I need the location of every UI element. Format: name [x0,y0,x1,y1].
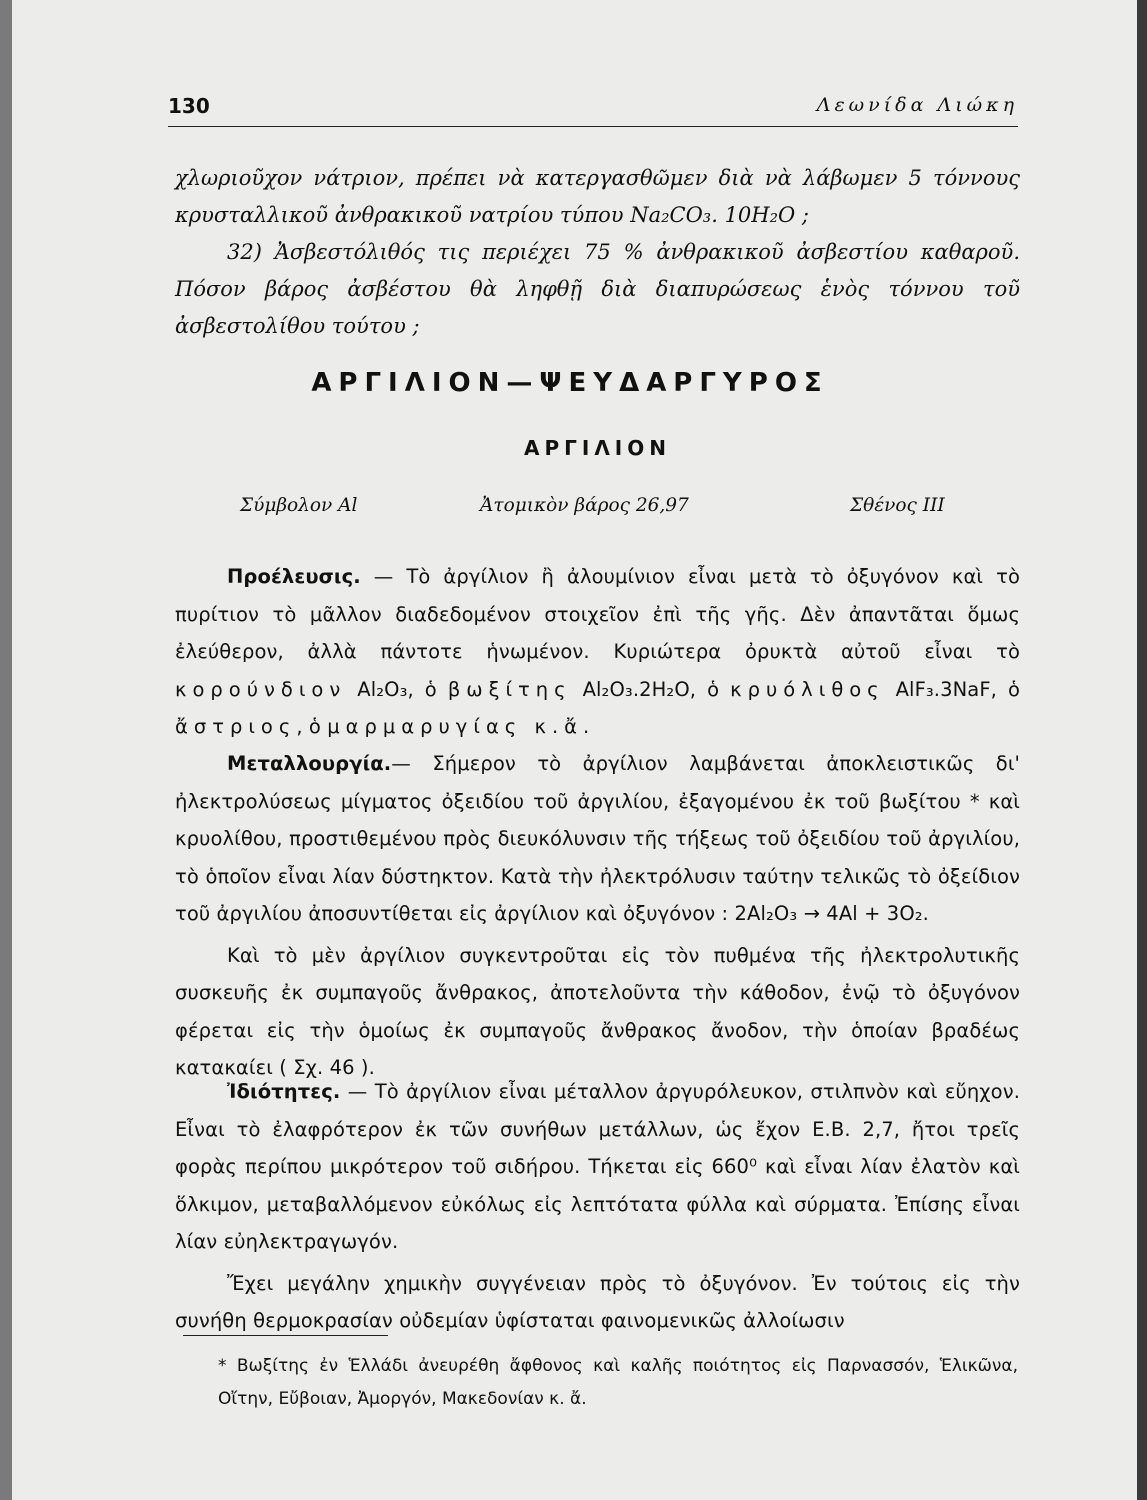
corundum-formula: Al₂O₃, ὁ [346,677,448,701]
properties-section [175,1073,1020,1340]
mineral-separator: , ὁ [296,715,328,738]
mineral-astrios: ἄστριος [175,715,297,738]
exercise-continuation: χλωριοῦχον νάτριον, πρέπει νὰ κατεργασθῶμεν διὰ νὰ λάβωμεν 5 τόννους κρυσταλλικοῦ ἀνθρακικοῦ νατρίου τύπου Na₂CO₃. 10H₂O ; [175,166,1020,227]
page-edge-shadow [1137,0,1147,1500]
footnote-text: * Βωξίτης ἐν Ἑλλάδι ἀνευρέθη ἄφθονος καὶ καλῆς ποιότητος εἰς Παρνασσόν, Ἑλικῶνα, Οἴτην, Εὔβοιαν, Ἀμοργόν, Μακεδονίαν κ. ἄ. [218,1356,1018,1409]
properties-label: Ἰδιότητες. [227,1080,341,1103]
running-head: Λεωνίδα Λιώκη [816,94,1018,116]
origin-label: Προέλευσις. [227,565,361,588]
mineral-bauxite: βωξίτης [447,677,572,701]
bauxite-formula: Al₂O₃.2H₂O, ὁ [571,677,731,701]
cryolite-formula: AlF₃.3NaF, ὁ [884,677,1020,701]
element-meta [240,495,970,525]
metallurgy-paragraph-2: Καὶ τὸ μὲν ἀργίλιον συγκεντροῦται εἰς τὸν πυθμένα τῆς ἠλεκτρολυτικῆς συσκευῆς ἐκ συμπαγοῦς ἄνθρακος, ἀποτελοῦντα τὴν κάθοδον, ἐνῷ τὸ ὀξυγόνον φέρεται εἰς τὴν ὁμοίως ἐκ συμπαγοῦς ἄνθρακος ἄνοδον, τὴν ὁποίαν βραδέως κατακαίει ( Σχ. 46 ). [175,943,1020,1079]
origin-paragraph [175,558,1020,746]
element-symbol: Σύμβολον Al [240,495,358,516]
properties-paragraph-2: Ἔχει μεγάλην χημικὴν συγγένειαν πρὸς τὸ ὀξυγόνον. Ἐν τούτοις εἰς τὴν συνήθη θερμοκρασίαν οὐδεμίαν ὑφίσταται φαινομενικῶς ἀλλοίωσιν [175,1271,1020,1332]
page-number: 130 [168,94,210,118]
page-header [168,92,1018,127]
mineral-margarygias: μαρμαρυγίας κ.ἄ. [327,715,596,738]
atomic-weight: Ἀτομικὸν βάρος 26,97 [480,495,689,516]
metallurgy-text: — Σήμερον τὸ ἀργίλιον λαμβάνεται ἀποκλειστικῶς δι' ἠλεκτρολύσεως μίγματος ὀξειδίου τοῦ ἀργιλίου, ἐξαγομένου ἐκ τοῦ βωξίτου * καὶ κρυολίθου, προστιθεμένου πρὸς διευκόλυνσιν τῆς τήξεως τοῦ ὀξειδίου τοῦ ἀργιλίου, τὸ ὁποῖον εἶναι λίαν δύστηκτον. Κατὰ τὴν ἠλεκτρόλυσιν ταύτην τελικῶς τὸ ὀξείδιον τοῦ ἀργιλίου ἀποσυντίθεται εἰς ἀργίλιον καὶ ὀξυγόνον : 2Al₂O₃ → 4Al + 3O₂. [175,752,1020,925]
section-title: ΑΡΓΙΛΙΟΝ—ΨΕΥΔΑΡΓΥΡΟΣ [311,368,829,398]
properties-text: — Τὸ ἀργίλιον εἶναι μέταλλον ἀργυρόλευκον, στιλπνὸν καὶ εὔηχον. Εἶναι τὸ ἐλαφρότερον ἐκ τῶν συνήθων μετάλλων, ὡς ἔχον Ε.Β. 2,7, ἤτοι τρεῖς φορὰς περίπου μικρότερον τοῦ σιδήρου. Τήκεται εἰς 660⁰ καὶ εἶναι λίαν ἐλατὸν καὶ ὅλκιμον, μεταβαλλόμενον εὐκόλως εἰς λεπτότατα φύλλα καὶ σύρματα. Ἐπίσης εἶναι λίαν εὐηλεκτραγωγόν. [175,1080,1020,1253]
valence: Σθένος III [850,495,945,516]
footnote-rule [183,1335,388,1336]
mineral-cryolite: κρυόλιθος [730,677,885,701]
metallurgy-section [175,745,1020,1087]
exercise-32: 32) Ἀσβεστόλιθός τις περιέχει 75 % ἀνθρακικοῦ ἀσβεστίου καθαροῦ. Πόσον βάρος ἀσβέστου θὰ ληφθῇ διὰ διαπυρώσεως ἑνὸς τόννου τοῦ ἀσβεστολίθου τούτου ; [175,240,1020,338]
mineral-corundum: κορούνδιον [175,677,347,701]
footnote [218,1350,1018,1416]
metallurgy-label: Μεταλλουργία. [227,752,392,775]
origin-text: — Τὸ ἀργίλιον ἢ ἀλουμίνιον εἶναι μετὰ τὸ ὀξυγόνον καὶ τὸ πυρίτιον τὸ μᾶλλον διαδεδομένον στοιχεῖον ἐπὶ τῆς γῆς. Δὲν ἀπαντᾶται ὅμως ἐλεύθερον, ἀλλὰ πάντοτε ἡνωμένον. Κυριώτερα ὀρυκτὰ αὐτοῦ εἶναι τὸ [175,565,1020,663]
section-subtitle: ΑΡΓΙΛΙΟΝ [524,436,671,460]
exercise-block [175,160,1020,345]
